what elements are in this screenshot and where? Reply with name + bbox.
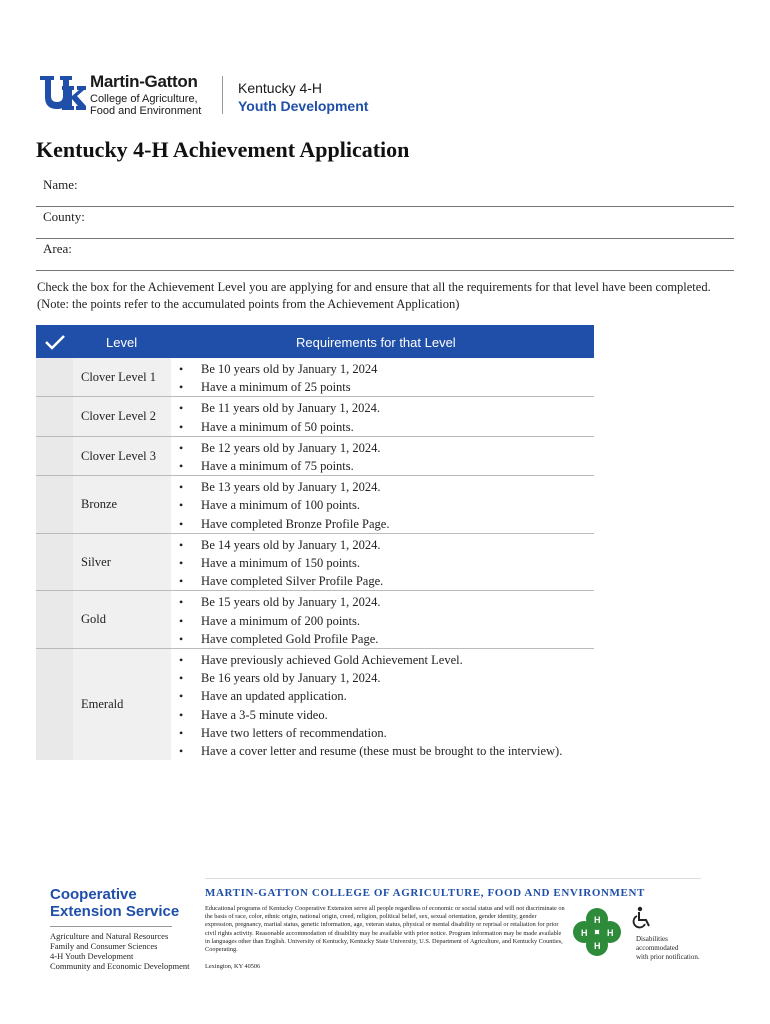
table-row — [36, 437, 594, 476]
requirement-item: • Be 15 years old by January 1, 2024. — [171, 593, 594, 611]
uk-logo — [38, 74, 86, 114]
coop-extension-logo: Cooperative Extension Service — [50, 886, 180, 920]
table-row — [36, 534, 594, 592]
svg-text:H: H — [594, 915, 601, 925]
requirements-list — [171, 397, 594, 435]
svg-text:H: H — [581, 928, 588, 938]
requirements-list — [171, 437, 594, 475]
level-name: Emerald — [73, 649, 171, 760]
county-field-line[interactable] — [36, 238, 734, 239]
requirements-list — [171, 534, 594, 591]
level-column-header: Level — [106, 335, 138, 350]
4h-clover-icon — [570, 905, 624, 959]
address: Lexington, KY 40506 — [205, 963, 261, 970]
requirement-item: • Have a minimum of 25 points — [171, 378, 594, 396]
level-checkbox[interactable] — [36, 437, 73, 475]
requirement-item: • Have two letters of recommendation. — [171, 724, 594, 742]
table-row — [36, 358, 594, 397]
requirement-item: • Have a minimum of 75 points. — [171, 457, 594, 475]
level-checkbox[interactable] — [36, 649, 73, 760]
requirement-item: • Have an updated application. — [171, 687, 594, 705]
level-name: Gold — [73, 591, 171, 648]
level-name: Clover Level 3 — [73, 437, 171, 475]
table-row — [36, 649, 594, 760]
table-header — [36, 325, 594, 358]
level-checkbox[interactable] — [36, 358, 73, 396]
coop-divider — [50, 926, 172, 927]
requirement-item: • Have completed Silver Profile Page. — [171, 572, 594, 590]
area-field-line[interactable] — [36, 270, 734, 271]
college-name: MARTIN-GATTON COLLEGE OF AGRICULTURE, FOOD AND ENVIRONMENT — [205, 887, 645, 899]
name-field-line[interactable] — [36, 206, 734, 207]
checkmark-icon — [36, 325, 73, 358]
table-row — [36, 397, 594, 436]
page-title: Kentucky 4-H Achievement Application — [36, 137, 410, 162]
header-divider — [222, 76, 223, 114]
wheelchair-icon — [632, 906, 652, 930]
disclaimer: Educational programs of Kentucky Cooperative Extension serve all people regardless of economic or social status and will not discriminate on the basis of race, color, ethnic origin, national origin, creed, religion, political belief, sex, sexual orientation, gender identity, gender expression, pregnancy, marital status, genetic information, age, veteran status, physical or mental disability or reprisal or retaliation for prior civil rights activity. Reasonable accommodation of disability may be available with prior notice. Program information may be made available in languages other than English. University of Kentucky, Kentucky State University, U.S. Department of Agriculture, and Kentucky Counties, Cooperating. — [205, 905, 565, 954]
requirement-item: • Be 14 years old by January 1, 2024. — [171, 536, 594, 554]
footer-divider — [205, 878, 701, 879]
level-name: Clover Level 2 — [73, 397, 171, 435]
county-field-label: County: — [43, 209, 85, 224]
disabilities-note: Disabilities accommodated with prior notification. — [636, 935, 700, 961]
requirement-item: • Have a minimum of 200 points. — [171, 612, 594, 630]
table-row — [36, 591, 594, 649]
level-checkbox[interactable] — [36, 476, 73, 533]
requirements-list — [171, 476, 594, 533]
requirements-list — [171, 358, 594, 396]
program-units: Agriculture and Natural Resources Family and Consumer Sciences 4-H Youth Development Community and Economic Development — [50, 931, 190, 971]
level-checkbox[interactable] — [36, 397, 73, 435]
requirement-item: • Have a minimum of 50 points. — [171, 418, 594, 436]
level-name: Clover Level 1 — [73, 358, 171, 396]
requirements-list — [171, 591, 594, 648]
requirement-item: • Have completed Gold Profile Page. — [171, 630, 594, 648]
requirements-list — [171, 649, 594, 760]
level-checkbox[interactable] — [36, 534, 73, 591]
requirement-item: • Be 16 years old by January 1, 2024. — [171, 669, 594, 687]
program-unit: Youth Development — [238, 98, 369, 114]
requirement-item: • Be 13 years old by January 1, 2024. — [171, 478, 594, 496]
requirements-column-header: Requirements for that Level — [296, 335, 456, 350]
requirement-item: • Have a cover letter and resume (these must be brought to the interview). — [171, 742, 594, 760]
level-name: Silver — [73, 534, 171, 591]
requirement-item: • Be 12 years old by January 1, 2024. — [171, 439, 594, 457]
table-body — [36, 358, 594, 760]
requirement-item: • Have previously achieved Gold Achievement Level. — [171, 651, 594, 669]
requirement-item: • Have a minimum of 100 points. — [171, 496, 594, 514]
brand-subtitle: College of Agriculture, Food and Environment — [90, 93, 202, 117]
area-field-label: Area: — [43, 241, 72, 256]
instructions: Check the box for the Achievement Level you are applying for and ensure that all the requirements for that level have been completed. (Note: the points refer to the accumulated points from the Achievement Application) — [37, 280, 711, 311]
svg-text:H: H — [594, 941, 601, 951]
svg-text:H: H — [607, 928, 614, 938]
level-checkbox[interactable] — [36, 591, 73, 648]
requirement-item: • Have a minimum of 150 points. — [171, 554, 594, 572]
table-row — [36, 476, 594, 534]
program-name: Kentucky 4-H — [238, 80, 323, 96]
requirement-item: • Have a 3-5 minute video. — [171, 706, 594, 724]
requirement-item: • Be 11 years old by January 1, 2024. — [171, 399, 594, 417]
level-name: Bronze — [73, 476, 171, 533]
requirement-item: • Be 10 years old by January 1, 2024 — [171, 360, 594, 378]
name-field-label: Name: — [43, 177, 78, 192]
brand-name: Martin-Gatton — [90, 72, 198, 91]
requirement-item: • Have completed Bronze Profile Page. — [171, 515, 594, 533]
achievement-table — [36, 325, 594, 760]
